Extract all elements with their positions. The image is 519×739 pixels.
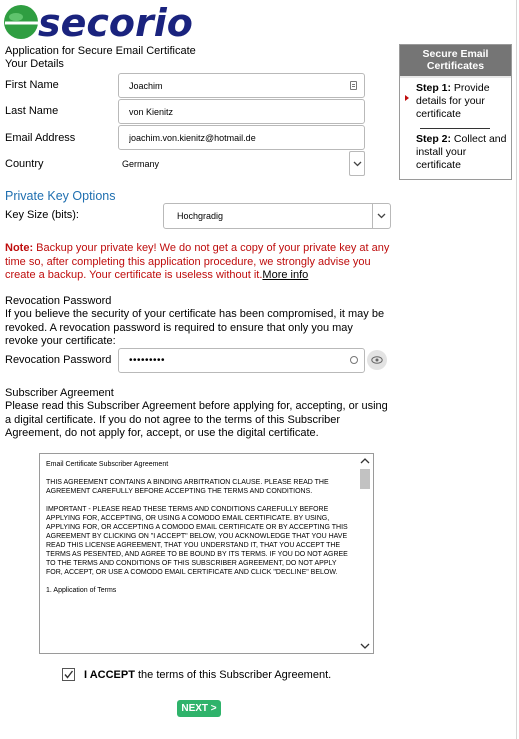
first-name-label: First Name [5, 79, 59, 91]
logo-text: secorio [38, 3, 193, 43]
accept-checkbox[interactable] [62, 668, 75, 681]
agreement-paragraph: THIS AGREEMENT CONTAINS A BINDING ARBITRATION CLAUSE. PLEASE READ THE AGREEMENT CAREFULLY BEFORE ACCEPTING THE TERMS AND CONDITIONS. [46, 479, 329, 495]
current-step-arrow-icon [405, 95, 409, 101]
note-text: Backup your private key! We do not get a copy of your private key at any time so, after completing this application procedure, we strongly advise you create a backup. Your certificate is useless without it. [5, 242, 390, 281]
eye-icon [371, 356, 383, 364]
revocation-heading: Revocation Password [5, 295, 112, 307]
email-field[interactable] [118, 125, 365, 150]
step-1-text: Provide details for your certificate [416, 82, 490, 120]
private-key-heading: Private Key Options [5, 189, 116, 203]
section-title-your-details: Your Details [5, 58, 64, 70]
page-edge-divider [516, 0, 517, 739]
steps-sidebar [399, 44, 512, 180]
agreement-description: Please read this Subscriber Agreement before applying for, accepting, or using a digital certificate. If you do not agree to the terms of this Subscriber Agreement, do not apply for, accept, or use the digital certificate. [5, 400, 388, 439]
last-name-label: Last Name [5, 105, 59, 117]
email-input[interactable] [129, 133, 364, 143]
sidebar-divider [420, 128, 490, 129]
country-value: Germany [122, 159, 160, 169]
key-size-label: Key Size (bits): [5, 209, 79, 221]
agreement-paragraph: 1. Application of Terms [46, 587, 117, 594]
step-2 [416, 133, 510, 172]
first-name-input[interactable] [129, 81, 364, 91]
revocation-password-field[interactable] [118, 348, 365, 373]
agreement-box-title: Email Certificate Subscriber Agreement [46, 461, 169, 468]
accept-strong: I ACCEPT [84, 669, 135, 681]
sidebar-title: Secure Email Certificates [400, 45, 511, 76]
step-2-label: Step 2: [416, 133, 452, 145]
page-title: Application for Secure Email Certificate [5, 45, 196, 57]
country-select[interactable] [118, 151, 365, 176]
revocation-password-value[interactable]: ••••••••• [129, 355, 166, 366]
step-2-text: Collect and install your certificate [416, 133, 507, 171]
country-dropdown-button[interactable] [349, 151, 365, 176]
contact-card-icon[interactable] [350, 81, 357, 90]
note-prefix: Note: [5, 242, 34, 254]
agreement-paragraph: IMPORTANT - PLEASE READ THESE TERMS AND CONDITIONS CAREFULLY BEFORE APPLYING FOR, ACCEPTING, OR USING A COMODO EMAIL CERTIFICATE. BY USING, APPLYING FOR, OR ACCEPTING A COMODO EMAIL CERTIFICATE OR BY ACCEPTING THIS AGREEMENT BY CLICKING ON "I ACCEPT" BELOW, YOU ACKNOWLEDGE THAT YOU HAVE READ THIS LICENSE AGREEMENT, THAT YOU UNDERSTAND IT, THAT YOU ACCEPT THE TERMS AS PESENTED, AND AGREE TO BE BOUND BY ITS TERMS. IF YOU DO NOT AGREE TO THE TERMS AND CONDITIONS OF THIS SUBSCRIBER AGREEMENT, DO NOT APPLY FOR, ACCEPT, OR USE A COMODO EMAIL CERTIFICATE AND CLICK "DECLINE" BELOW. [46, 506, 348, 576]
step-1 [416, 82, 510, 121]
agreement-text [46, 460, 350, 595]
chevron-down-icon [377, 213, 386, 219]
scroll-down-icon[interactable] [357, 639, 373, 653]
key-icon [350, 356, 358, 364]
key-size-select[interactable] [163, 203, 391, 229]
key-size-value: Hochgradig [177, 211, 224, 221]
last-name-input[interactable] [129, 107, 364, 117]
show-password-button[interactable] [367, 350, 387, 370]
email-label: Email Address [5, 132, 76, 144]
more-info-link[interactable]: More info [262, 269, 309, 281]
accept-label [84, 669, 331, 681]
country-label: Country [5, 158, 44, 170]
first-name-field[interactable] [118, 73, 365, 98]
agreement-scrollbar[interactable] [357, 454, 373, 653]
logo [2, 3, 238, 43]
revocation-password-label: Revocation Password [5, 354, 112, 366]
logo-mark [2, 3, 238, 43]
accept-rest: the terms of this Subscriber Agreement. [134, 669, 332, 681]
key-size-dropdown-button[interactable] [372, 204, 390, 228]
scroll-up-icon[interactable] [357, 454, 373, 468]
revocation-description: If you believe the security of your certificate has been compromised, it may be revoked. A revocation password is required to ensure that only you may revoke your certificate: [5, 308, 385, 347]
agreement-heading: Subscriber Agreement [5, 387, 114, 399]
agreement-textbox[interactable] [39, 453, 374, 654]
step-1-label: Step 1: [416, 82, 452, 94]
scrollbar-thumb[interactable] [360, 469, 370, 489]
checkmark-icon [63, 669, 74, 680]
chevron-down-icon [353, 161, 362, 167]
last-name-field[interactable] [118, 99, 365, 124]
next-button[interactable]: NEXT > [177, 700, 221, 717]
backup-note [5, 242, 390, 283]
